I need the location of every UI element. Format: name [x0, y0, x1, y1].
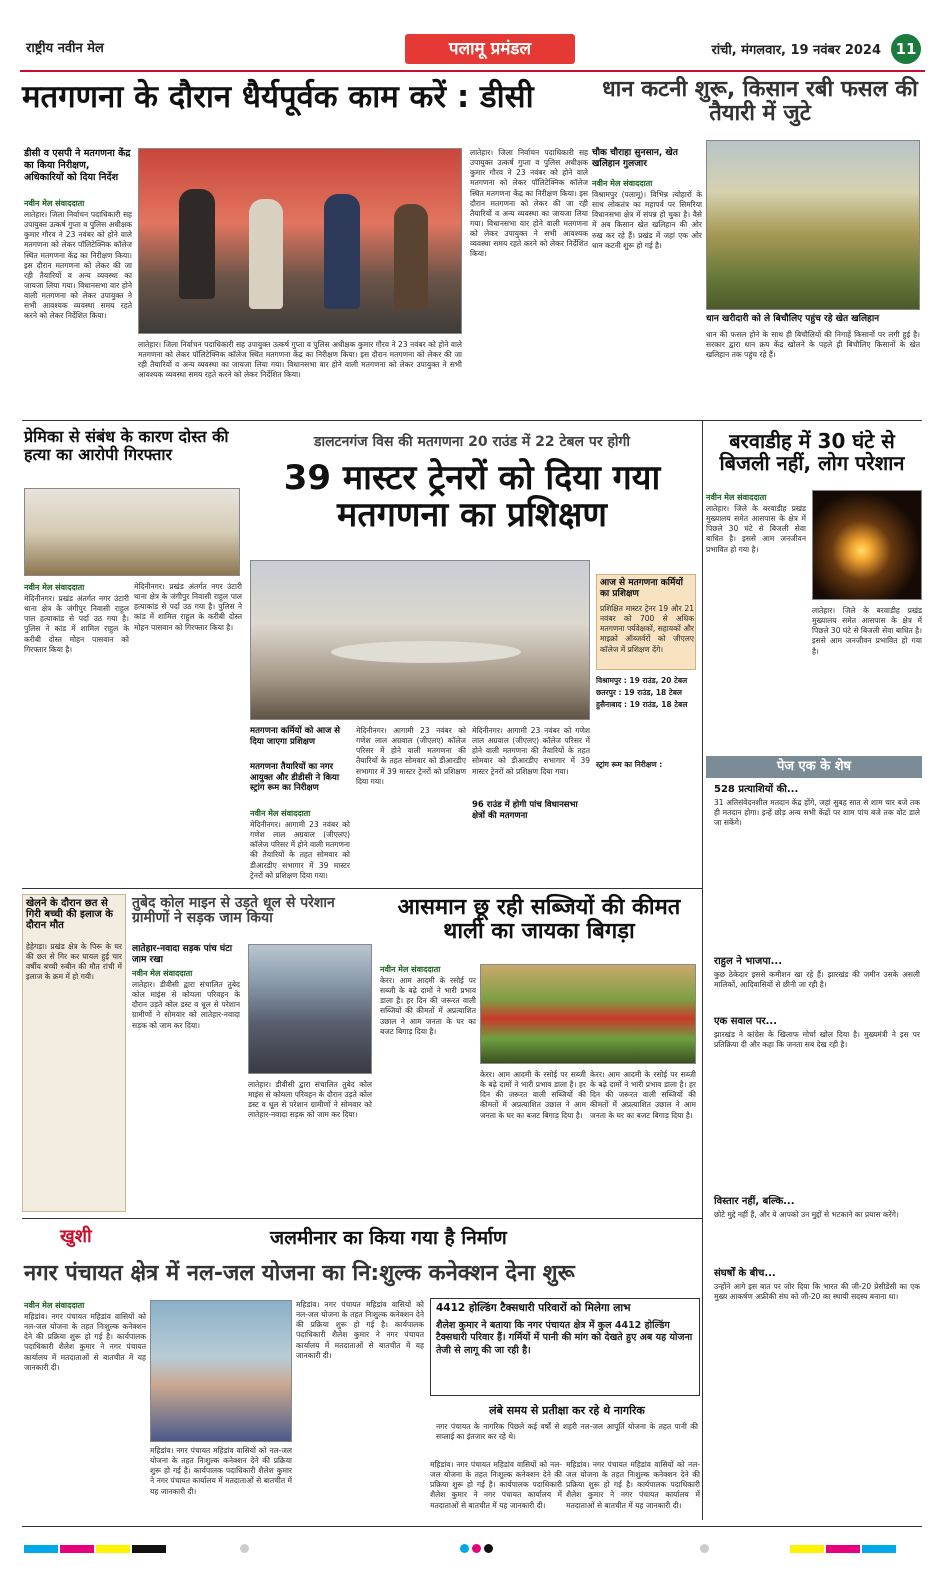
- shesh-4-title: विस्तार नहीं, बल्कि...: [714, 1196, 795, 1207]
- training-byline: नवीन मेल संवाददाता: [250, 809, 311, 818]
- lead-byline: नवीन मेल संवाददाता: [24, 199, 85, 208]
- coal-body-cont: लातेहार। डीवीसी द्वारा संचालित तुबेद कोल माइंस से कोयला परिवहन के दौरान उड़ते कोल डस्ट व धूल से परेशान ग्रामीणों ने सोमवार को लातेहार-नवादा सड़क को जाम कर दिया।: [248, 1080, 372, 1120]
- section-title: पलामू प्रमंडल: [405, 34, 575, 64]
- water-tag: खुशी: [60, 1226, 92, 1247]
- paddy-byline: नवीन मेल संवाददाता: [592, 179, 653, 188]
- lead-body-cont: लातेहार। जिला निर्वाचन पदाधिकारी सह उपायुक्त उत्कर्ष गुप्ता व पुलिस अधीक्षक कुमार गौरव ने 23 नवंबर को होने वाले मतगणना को लेकर पॉलिटेक्निक कॉलेज स्थित मतगणना केंद्र का निरीक्षण किया। इस दौरान मतगणना को लेकर की जा रही तैयारियों व अन्य व्यवस्था का जायजा लिया गया। विधानसभा वार होने वाली मतगणना को लेकर उपायुक्त ने सभी आवश्यक व्यवस्था समय रहते करने को लेकर निर्देशित किया।: [138, 340, 462, 380]
- paddy-kicker: चौक चौराहा सुनसान, खेत खलिहान गुलजार: [592, 148, 678, 170]
- water-body: महिडांव। नगर पंचायत महिडांव वासियों को नल-जल योजना के तहत निःशुल्क कनेक्शन देने की प्रक्रिया शुरू हो गई है। कार्यपालक पदाधिकारी शैलेश कुमार ने नगर पंचायत कार्यालय में मतदाताओं से बातचीत में यह जानकारी दी।: [24, 1312, 146, 1372]
- strong-room-title: स्ट्रांग रूम का निरीक्षण :: [596, 760, 663, 769]
- shesh-3-body: झारखंड ने कांग्रेस के खिलाफ मोर्चा खोल दिया है। मुख्यमंत्री ने इस पर प्रतिक्रिया दी और कहा कि जनता सब देख रही है।: [714, 1030, 920, 1050]
- shesh-1-title: 528 प्रत्याशियों की...: [714, 784, 799, 795]
- child-headline: खेलने के दौरान छत से गिरी बच्ची की इलाज के दौरान मौत: [26, 898, 113, 931]
- water-body-4: महिडांव। नगर पंचायत महिडांव वासियों को नल-जल योजना के तहत निःशुल्क कनेक्शन देने की प्रक्रिया शुरू हो गई है। कार्यपालक पदाधिकारी शैलेश कुमार ने नगर पंचायत कार्यालय में मतदाताओं से बातचीत में यह जानकारी दी।: [430, 1460, 562, 1510]
- shesh-3-title: एक सवाल पर...: [714, 1016, 778, 1027]
- brand-logo: राष्ट्रीय नवीन मेल: [26, 41, 104, 56]
- power-photo: [812, 490, 922, 600]
- training-side-title: आज से मतगणना कर्मियों का प्रशिक्षण: [600, 578, 683, 600]
- training-bullet-3: 96 राउंड में होगी पांच विधानसभा क्षेत्रों की मतगणना: [472, 800, 578, 821]
- shesh-2-title: राहुल ने भाजपा...: [714, 956, 782, 967]
- paddy-body: विश्रामपुर (पलामू)। विभिन्न त्योहारों के साथ लोकतंत्र का महापर्व पर सिमरिया विधानसभा क्षेत्र में संपन्न हो चुका है। वैसे में अब किसान खेत खलिहान की ओर रुख कर रहे हैं। प्रखंड में जहां एक ओर धान कटनी शुरू हो गई है।: [592, 190, 702, 250]
- water-box2-body: नगर पंचायत के नागरिक पिछले कई वर्षों से शहरी नल-जल आपूर्ति योजना के तहत पानी की सप्लाई का इंतजार कर रहे थे।: [436, 1422, 698, 1442]
- vishrampur-stats: विश्रामपुर : 19 राउंड, 20 टेबल: [596, 676, 688, 685]
- water-headline: नगर पंचायत क्षेत्र में नल-जल योजना का नि:शुल्क कनेक्शन देना शुरू: [24, 1261, 575, 1286]
- water-byline: नवीन मेल संवाददाता: [24, 1301, 85, 1310]
- water-body-2: महिडांव। नगर पंचायत महिडांव वासियों को नल-जल योजना के तहत निःशुल्क कनेक्शन देने की प्रक्रिया शुरू हो गई है। कार्यपालक पदाधिकारी शैलेश कुमार ने नगर पंचायत कार्यालय में मतदाताओं से बातचीत में यह जानकारी दी।: [150, 1446, 292, 1496]
- murder-byline: नवीन मेल संवाददाता: [24, 583, 85, 592]
- power-headline: बरवाडीह में 30 घंटे से बिजली नहीं, लोग परेशान: [719, 429, 905, 475]
- water-box-body: शैलेश कुमार ने बताया कि नगर पंचायत क्षेत्र में कुल 4412 होल्डिंग टैक्सधारी परिवार हैं। गर्मियों में पानी की मांग को देखते हुए अब यह योजना तेजी से लागू की जा रही है।: [436, 1320, 693, 1356]
- coal-headline: तुबेद कोल माइन से उड़ते धूल से परेशान ग्रामीणों ने सड़क जाम किया: [132, 895, 335, 927]
- coal-photo: [248, 944, 372, 1074]
- page-number: 11: [891, 34, 921, 64]
- murder-headline: प्रेमिका से संबंध के कारण दोस्त की हत्या का आरोपी गिरफ्तार: [24, 427, 229, 464]
- lead-photo: [138, 148, 462, 334]
- power-body-cont: लातेहार। जिले के बरवाडीह प्रखंड मुख्यालय समेत आसपास के क्षेत्र में पिछले 30 घंटे से बिजली सेवा बाधित है। इससे आम जनजीवन प्रभावित हो गया है।: [812, 606, 922, 656]
- shesh-header: पेज एक के शेष: [706, 756, 922, 778]
- power-body: लातेहार। जिले के बरवाडीह प्रखंड मुख्यालय समेत आसपास के क्षेत्र में पिछले 30 घंटे से बिजली सेवा बाधित है। इससे आम जनजीवन प्रभावित हो गया है।: [706, 504, 806, 554]
- shesh-5-body: उन्होंने आगे इस बात पर जोर दिया कि भारत की जी-20 प्रेसीडेंसी का एक मुख्य आकर्षण अफ्रीकी संघ को जी-20 का स्थायी सदस्य बनाना था।: [714, 1282, 920, 1302]
- training-photo: [250, 560, 590, 720]
- paddy-caption: धान खरीदारी को ले बिचौलिए पहुंच रहे खेत खलिहान: [706, 314, 880, 324]
- child-body: हेहेगड़ा। प्रखंड क्षेत्र के पिरू के घर की छत से गिर कर घायल हुई चार वर्षीय बच्ची रुबीन की मौत रांची में इलाज के क्रम में हो गयी।: [26, 942, 122, 982]
- training-side-body: प्रशिक्षित मास्टर ट्रेनर 19 और 21 नवंबर को 700 से अधिक मतगणना पर्यवेक्षकों, सहायकों और माइक्रो ऑब्जर्वरों को जीएलए कॉलेज में प्रशिक्षण देंगे।: [600, 604, 694, 654]
- shesh-4-body: छोटे मुद्दे नहीं हैं, और ये आपको उन मुद्दों से भटकाने का प्रयास करेंगे।: [714, 1210, 899, 1219]
- veg-photo: [480, 964, 696, 1064]
- coal-byline: नवीन मेल संवाददाता: [132, 969, 193, 978]
- water-box-title: 4412 होल्डिंग टैक्सधारी परिवारों को मिलेगा लाभ: [436, 1302, 631, 1314]
- chhatarpur-stats: छतरपुर : 19 राउंड, 18 टेबल: [596, 688, 682, 697]
- lead-body: लातेहार। जिला निर्वाचन पदाधिकारी सह उपायुक्त उत्कर्ष गुप्ता व पुलिस अधीक्षक कुमार गौरव ने 23 नवंबर को होने वाले मतगणना को लेकर पॉलिटेक्निक कॉलेज स्थित मतगणना केंद्र का निरीक्षण किया। इस दौरान मतगणना को लेकर की जा रही तैयारियों व अन्य व्यवस्था का जायजा लिया गया। विधानसभा वार होने वाली मतगणना को लेकर उपायुक्त ने सभी आवश्यक व्यवस्था समय रहते करने को लेकर निर्देशित किया।: [24, 210, 132, 321]
- dateline: रांची, मंगलवार, 19 नवंबर 2024: [711, 43, 881, 58]
- murder-body: मेदिनीनगर। प्रखंड अंतर्गत नगर उंटारी थाना क्षेत्र के जंगीपुर निवासी राहुल पाल हत्याकांड से पर्दा उठ गया है। पुलिस ने कांड में शामिल राहुल के करीबी दोस्त मोहन पासवान को गिरफ्तार किया है।: [24, 594, 129, 654]
- training-body-2: मेदिनीनगर। आगामी 23 नवंबर को गणेश लाल अग्रवाल (जीएलए) कॉलेज परिसर में होने वाली मतगणना की तैयारियों के तहत सोमवार को डीआरडीए सभागार में 39 मास्टर ट्रेनरों को प्रशिक्षण दिया गया।: [356, 726, 466, 786]
- lead-body-right: लातेहार। जिला निर्वाचन पदाधिकारी सह उपायुक्त उत्कर्ष गुप्ता व पुलिस अधीक्षक कुमार गौरव ने 23 नवंबर को होने वाले मतगणना को लेकर पॉलिटेक्निक कॉलेज स्थित मतगणना केंद्र का निरीक्षण किया। इस दौरान मतगणना को लेकर की जा रही तैयारियों व अन्य व्यवस्था का जायजा लिया गया। विधानसभा वार होने वाली मतगणना को लेकर उपायुक्त ने सभी आवश्यक व्यवस्था समय रहते करने को लेकर निर्देशित किया।: [470, 148, 588, 259]
- masthead: [20, 32, 925, 72]
- water-photo: [150, 1300, 292, 1442]
- training-bullet-2: मतगणना तैयारियों का नगर आयुक्त और डीडीसी ने किया स्ट्रांग रूम का निरीक्षण: [250, 762, 340, 794]
- hussainabad-stats: हुसैनाबाद : 19 राउंड, 18 टेबल: [596, 700, 688, 709]
- training-body: मेदिनीनगर। आगामी 23 नवंबर को गणेश लाल अग्रवाल (जीएलए) कॉलेज परिसर में होने वाली मतगणना की तैयारियों के तहत सोमवार को डीआरडीए सभागार में 39 मास्टर ट्रेनरों को प्रशिक्षण दिया गया।: [250, 820, 350, 880]
- training-bullet-1: मतगणना कर्मियों को आज से दिया जाएगा प्रशिक्षण: [250, 726, 341, 747]
- veg-body: केरर। आम आदमी के रसोई पर सब्जी के बढ़े दामों ने भारी प्रभाव डाला है। हर दिन की जरूरत वाली सब्जियों की कीमतों में अप्रत्याशित उछाल ने आम जनता के घर का बजट बिगाड़ दिया है।: [380, 976, 476, 1036]
- coal-kicker: लातेहार-नवादा सड़क पांच घंटा जाम रखा: [132, 944, 233, 966]
- water-kicker: जलमीनार का किया गया है निर्माण: [270, 1227, 507, 1249]
- training-headline: 39 मास्टर ट्रेनरों को दिया गया मतगणना का प्रशिक्षण: [283, 458, 661, 536]
- training-kicker: डालटनगंज विस की मतगणना 20 राउंड में 22 टेबल पर होगी: [313, 434, 631, 450]
- shesh-5-title: संघर्षों के बीच...: [714, 1268, 776, 1279]
- veg-body-2: केरर। आम आदमी के रसोई पर सब्जी के बढ़े दामों ने भारी प्रभाव डाला है। हर दिन की जरूरत वाली सब्जियों की कीमतों में अप्रत्याशित उछाल ने आम जनता के घर का बजट बिगाड़ दिया है।: [480, 1070, 586, 1120]
- veg-byline: नवीन मेल संवाददाता: [380, 965, 441, 974]
- water-box2-title: लंबे समय से प्रतीक्षा कर रहे थे नागरिक: [489, 1404, 645, 1417]
- paddy-headline: धान कटनी शुरू, किसान रबी फसल की तैयारी में जुटे: [602, 77, 918, 127]
- veg-body-3: केरर। आम आदमी के रसोई पर सब्जी के बढ़े दामों ने भारी प्रभाव डाला है। हर दिन की जरूरत वाली सब्जियों की कीमतों में अप्रत्याशित उछाल ने आम जनता के घर का बजट बिगाड़ दिया है।: [590, 1070, 696, 1120]
- lead-headline: मतगणना के दौरान धैर्यपूर्वक काम करें : डीसी: [22, 79, 534, 115]
- lead-kicker: डीसी व एसपी ने मतगणना केंद्र का किया निरीक्षण, अधिकारियों को दिया निर्देश: [24, 148, 131, 183]
- paddy-caption-body: धान की फसल होने के साथ ही बिचौलियों की निगाहें किसानों पर लगी हुई है। सरकार द्वारा धान क्रय केंद्र खोलने के पहले ही बिचौलिए किसानों के खेत खलिहान तक पहुंच रहे हैं।: [706, 330, 920, 360]
- training-body-3: मेदिनीनगर। आगामी 23 नवंबर को गणेश लाल अग्रवाल (जीएलए) कॉलेज परिसर में होने वाली मतगणना की तैयारियों के तहत सोमवार को डीआरडीए सभागार में 39 मास्टर ट्रेनरों को प्रशिक्षण दिया गया।: [472, 726, 590, 776]
- shesh-2-body: कुछ ठेकेदार इससे कमीशन खा रहे हैं। झारखंड की जमीन उसके असली मालिकों, आदिवासियों से छीनी जा रही है।: [714, 970, 920, 990]
- water-body-5: महिडांव। नगर पंचायत महिडांव वासियों को नल-जल योजना के तहत निःशुल्क कनेक्शन देने की प्रक्रिया शुरू हो गई है। कार्यपालक पदाधिकारी शैलेश कुमार ने नगर पंचायत कार्यालय में मतदाताओं से बातचीत में यह जानकारी दी।: [566, 1460, 700, 1510]
- shesh-1-body: 31 अतिसंवेदनशील मतदान केंद्र होंगे, जहां सुबह सात से शाम चार बजे तक ही मतदान होगा। इन्हें छोड़ अन्य सभी केंद्रों पर शाम पांच बजे तक वोट डाले जा सकेंगे।: [714, 798, 920, 828]
- paddy-photo: [706, 140, 920, 310]
- power-byline: नवीन मेल संवाददाता: [706, 493, 767, 502]
- water-body-3: महिडांव। नगर पंचायत महिडांव वासियों को नल-जल योजना के तहत निःशुल्क कनेक्शन देने की प्रक्रिया शुरू हो गई है। कार्यपालक पदाधिकारी शैलेश कुमार ने नगर पंचायत कार्यालय में मतदाताओं से बातचीत में यह जानकारी दी।: [296, 1300, 424, 1360]
- murder-body-cont: मेदिनीनगर। प्रखंड अंतर्गत नगर उंटारी थाना क्षेत्र के जंगीपुर निवासी राहुल पाल हत्याकांड से पर्दा उठ गया है। पुलिस ने कांड में शामिल राहुल के करीबी दोस्त मोहन पासवान को गिरफ्तार किया है।: [134, 582, 242, 632]
- veg-headline: आसमान छू रही सब्जियों की कीमत थाली का जायका बिगड़ा: [397, 895, 681, 945]
- murder-photo: [24, 488, 240, 576]
- coal-body: लातेहार। डीवीसी द्वारा संचालित तुबेद कोल माइंस से कोयला परिवहन के दौरान उड़ते कोल डस्ट व धूल से परेशान ग्रामीणों ने सोमवार को लातेहार-नवादा सड़क को जाम कर दिया।: [132, 980, 240, 1030]
